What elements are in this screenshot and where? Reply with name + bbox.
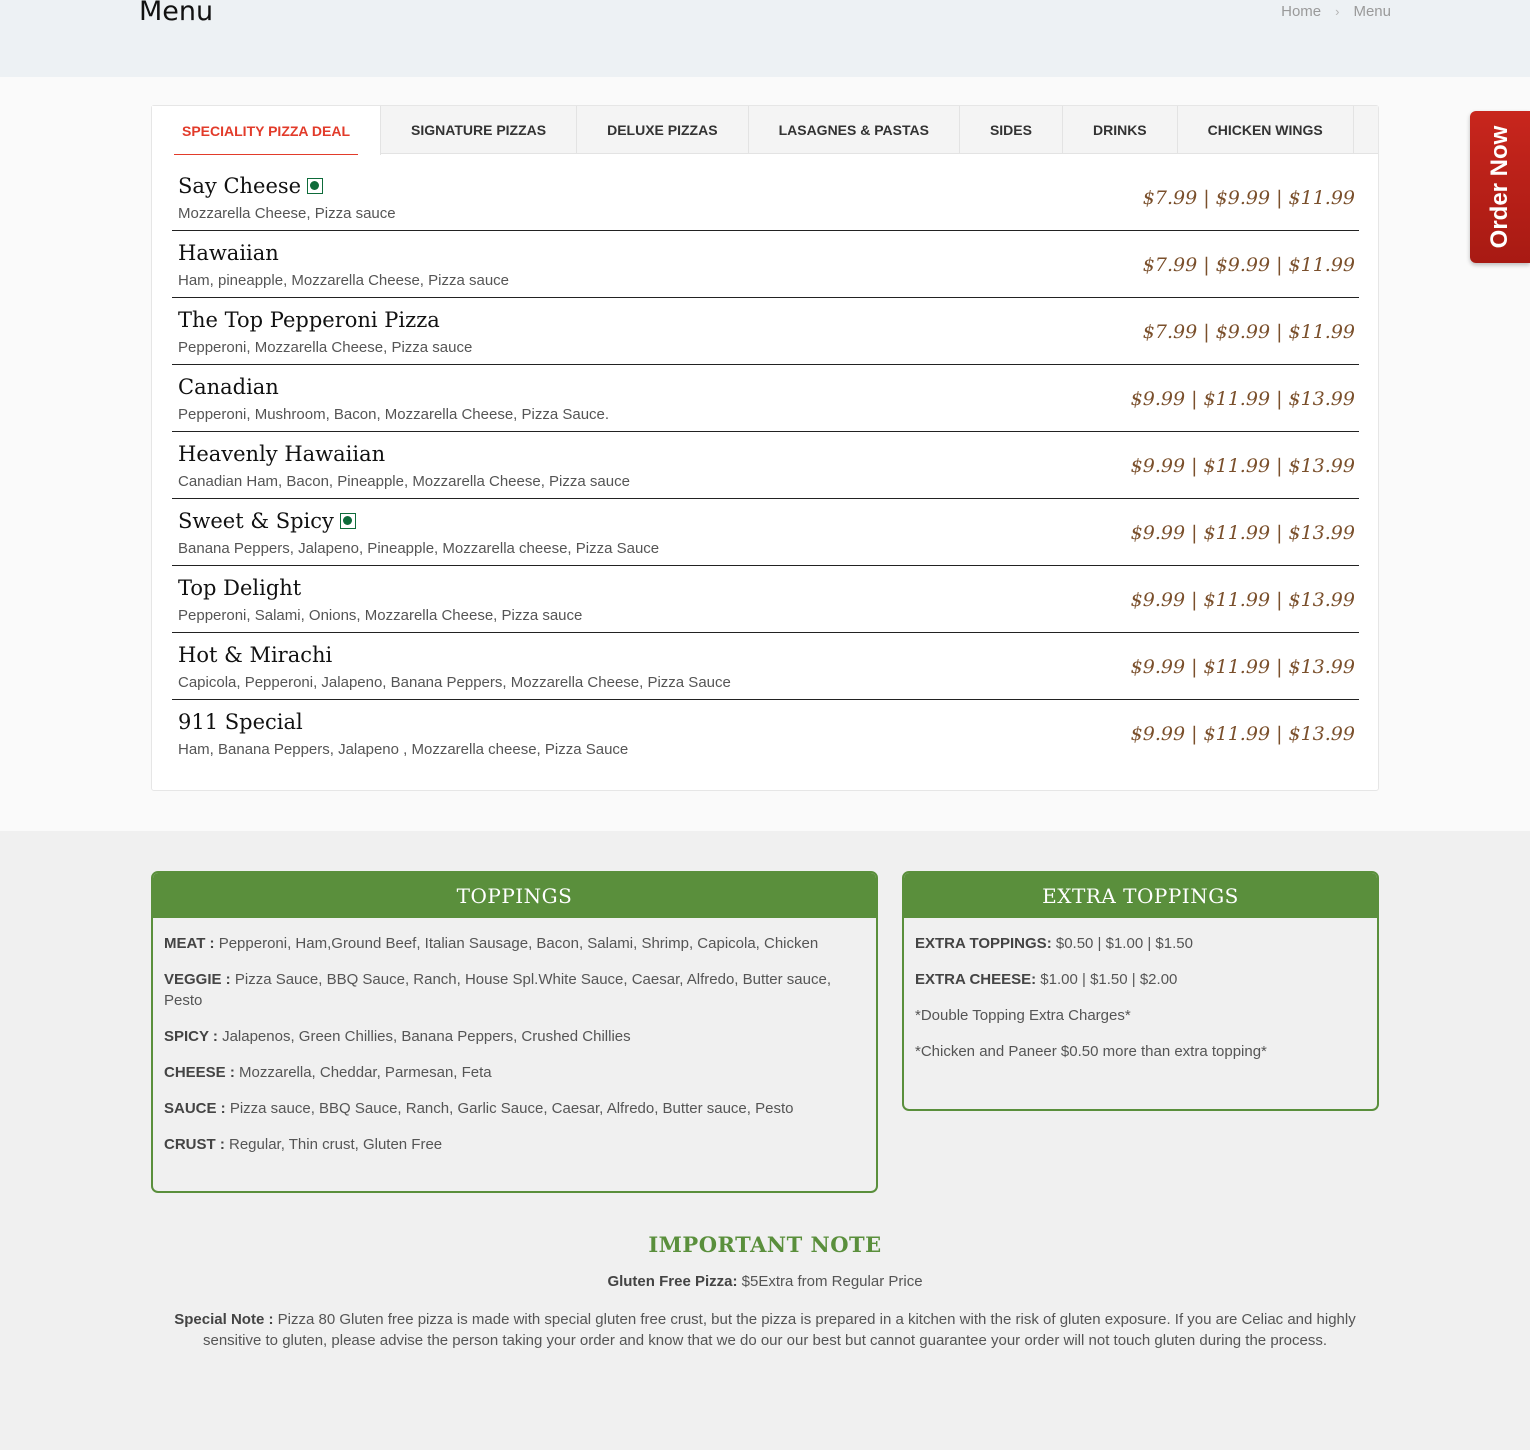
topping-row-spicy <box>164 1026 865 1047</box>
topping-values: Pepperoni, Ham,Ground Beef, Italian Sausage, Bacon, Salami, Shrimp, Capicola, Chicken <box>214 935 819 952</box>
menu-item <box>172 365 1359 432</box>
item-name: Canadian <box>178 375 279 399</box>
item-name-row <box>178 308 440 332</box>
page-header <box>0 0 1530 77</box>
special-note <box>151 1309 1379 1351</box>
tab-speciality-pizza-deal[interactable]: SPECIALITY PIZZA DEAL <box>152 106 381 155</box>
item-description: Pepperoni, Salami, Onions, Mozzarella Cheese, Pizza sauce <box>178 607 583 624</box>
topping-row-meat <box>164 933 865 954</box>
item-price: $9.99 | $11.99 | $13.99 <box>1130 589 1355 611</box>
important-note-title: IMPORTANT NOTE <box>648 1232 882 1257</box>
extra-toppings-box <box>902 871 1379 1111</box>
menu-item <box>172 499 1359 566</box>
menu-section <box>0 77 1530 831</box>
extra-toppings-value: $0.50 | $1.00 | $1.50 <box>1051 935 1193 952</box>
chevron-right-icon: › <box>1335 4 1340 19</box>
gluten-free-label: Gluten Free Pizza: <box>607 1273 738 1290</box>
item-description: Ham, Banana Peppers, Jalapeno , Mozzarella cheese, Pizza Sauce <box>178 741 629 758</box>
item-description: Banana Peppers, Jalapeno, Pineapple, Mozzarella cheese, Pizza Sauce <box>178 540 660 557</box>
extra-cheese-label: EXTRA CHEESE: <box>915 971 1037 988</box>
tab-signature-pizzas[interactable]: SIGNATURE PIZZAS <box>381 106 577 154</box>
item-name: Say Cheese <box>178 174 302 198</box>
item-price: $7.99 | $9.99 | $11.99 <box>1142 254 1355 276</box>
topping-label: CHEESE : <box>164 1064 235 1081</box>
veg-icon <box>340 513 356 529</box>
page-title: Menu <box>139 0 214 27</box>
toppings-title: TOPPINGS <box>153 873 876 918</box>
chicken-paneer-note: *Chicken and Paneer $0.50 more than extra topping* <box>915 1043 1267 1060</box>
menu-items-list <box>172 164 1359 767</box>
topping-label: SAUCE : <box>164 1100 226 1117</box>
item-name-row <box>178 375 279 399</box>
menu-item <box>172 566 1359 633</box>
tab-deluxe-pizzas[interactable]: DELUXE PIZZAS <box>577 106 748 154</box>
tab-sides[interactable]: SIDES <box>960 106 1063 154</box>
topping-values: Mozzarella, Cheddar, Parmesan, Feta <box>234 1064 492 1081</box>
menu-tabs <box>152 106 1378 154</box>
item-name-row <box>178 241 279 265</box>
item-name-row <box>178 174 323 198</box>
veg-icon <box>307 178 323 194</box>
extra-cheese-value: $1.00 | $1.50 | $2.00 <box>1036 971 1178 988</box>
item-description: Ham, pineapple, Mozzarella Cheese, Pizza sauce <box>178 272 510 289</box>
item-name: Hawaiian <box>178 241 279 265</box>
item-name: Sweet & Spicy <box>178 509 334 533</box>
extra-toppings-title: EXTRA TOPPINGS <box>904 873 1377 918</box>
item-price: $7.99 | $9.99 | $11.99 <box>1142 321 1355 343</box>
topping-row-cheese <box>164 1062 865 1083</box>
topping-values: Regular, Thin crust, Gluten Free <box>224 1136 443 1153</box>
item-name-row <box>178 576 301 600</box>
item-name: Hot & Mirachi <box>178 643 333 667</box>
extra-toppings-label: EXTRA TOPPINGS: <box>915 935 1052 952</box>
item-description: Capicola, Pepperoni, Jalapeno, Banana Peppers, Mozzarella Cheese, Pizza Sauce <box>178 674 731 691</box>
item-name-row <box>178 710 303 734</box>
item-description: Mozzarella Cheese, Pizza sauce <box>178 205 396 222</box>
tab-chicken-wings[interactable]: CHICKEN WINGS <box>1178 106 1354 154</box>
order-now-button[interactable] <box>1470 111 1530 263</box>
extra-toppings-list <box>904 918 1377 1062</box>
toppings-box <box>151 871 878 1193</box>
extra-toppings-row <box>915 933 1366 954</box>
gluten-free-note <box>0 1273 1530 1290</box>
gluten-free-value: $5Extra from Regular Price <box>737 1273 923 1290</box>
item-price: $9.99 | $11.99 | $13.99 <box>1130 455 1355 477</box>
item-name-row <box>178 509 356 533</box>
item-name-row <box>178 643 332 667</box>
menu-item <box>172 700 1359 767</box>
item-price: $9.99 | $11.99 | $13.99 <box>1130 522 1355 544</box>
topping-row-veggie <box>164 969 865 1011</box>
topping-values: Pizza Sauce, BBQ Sauce, Ranch, House Spl.White Sauce, Caesar, Alfredo, Butter sauce, Pesto <box>164 971 832 1009</box>
topping-values: Pizza sauce, BBQ Sauce, Ranch, Garlic Sauce, Caesar, Alfredo, Butter sauce, Pesto <box>225 1100 794 1117</box>
item-price: $9.99 | $11.99 | $13.99 <box>1130 388 1355 410</box>
item-price: $9.99 | $11.99 | $13.99 <box>1130 723 1355 745</box>
item-description: Pepperoni, Mushroom, Bacon, Mozzarella Cheese, Pizza Sauce. <box>178 406 610 423</box>
topping-values: Jalapenos, Green Chillies, Banana Peppers, Crushed Chillies <box>217 1028 631 1045</box>
item-name: The Top Pepperoni Pizza <box>178 308 440 332</box>
topping-label: MEAT : <box>164 935 215 952</box>
special-note-text: Pizza 80 Gluten free pizza is made with special gluten free crust, but the pizza is prepared in a kitchen with the risk of gluten exposure. If you are Celiac and highly sensitive to gluten, please advise the person taking your order and know that we do our our best but cannot guarantee your order will not touch gluten during the process. <box>202 1311 1356 1349</box>
menu-item <box>172 633 1359 700</box>
topping-label: SPICY : <box>164 1028 218 1045</box>
topping-row-crust <box>164 1134 865 1155</box>
tab-lasagnes-pastas[interactable]: LASAGNES & PASTAS <box>749 106 960 154</box>
menu-item <box>172 432 1359 499</box>
topping-label: CRUST : <box>164 1136 225 1153</box>
extra-cheese-row <box>915 969 1366 990</box>
breadcrumb-home-link[interactable]: Home <box>1281 3 1322 20</box>
double-topping-note: *Double Topping Extra Charges* <box>915 1007 1131 1024</box>
menu-item <box>172 298 1359 365</box>
menu-item <box>172 231 1359 298</box>
item-name-row <box>178 442 385 466</box>
tab-drinks[interactable]: DRINKS <box>1063 106 1178 154</box>
item-description: Pepperoni, Mozzarella Cheese, Pizza sauce <box>178 339 473 356</box>
breadcrumb <box>1281 3 1391 20</box>
item-name: 911 Special <box>178 710 303 734</box>
item-price: $7.99 | $9.99 | $11.99 <box>1142 187 1355 209</box>
item-price: $9.99 | $11.99 | $13.99 <box>1130 656 1355 678</box>
order-now-label: Order Now <box>1486 125 1513 249</box>
toppings-list <box>153 918 876 1155</box>
special-note-label: Special Note : <box>174 1311 274 1328</box>
menu-item <box>172 164 1359 231</box>
topping-label: VEGGIE : <box>164 971 231 988</box>
breadcrumb-current: Menu <box>1353 3 1391 20</box>
menu-card <box>151 105 1379 791</box>
item-description: Canadian Ham, Bacon, Pineapple, Mozzarella Cheese, Pizza sauce <box>178 473 630 490</box>
item-name: Top Delight <box>178 576 302 600</box>
topping-row-sauce <box>164 1098 865 1119</box>
item-name: Heavenly Hawaiian <box>178 442 386 466</box>
